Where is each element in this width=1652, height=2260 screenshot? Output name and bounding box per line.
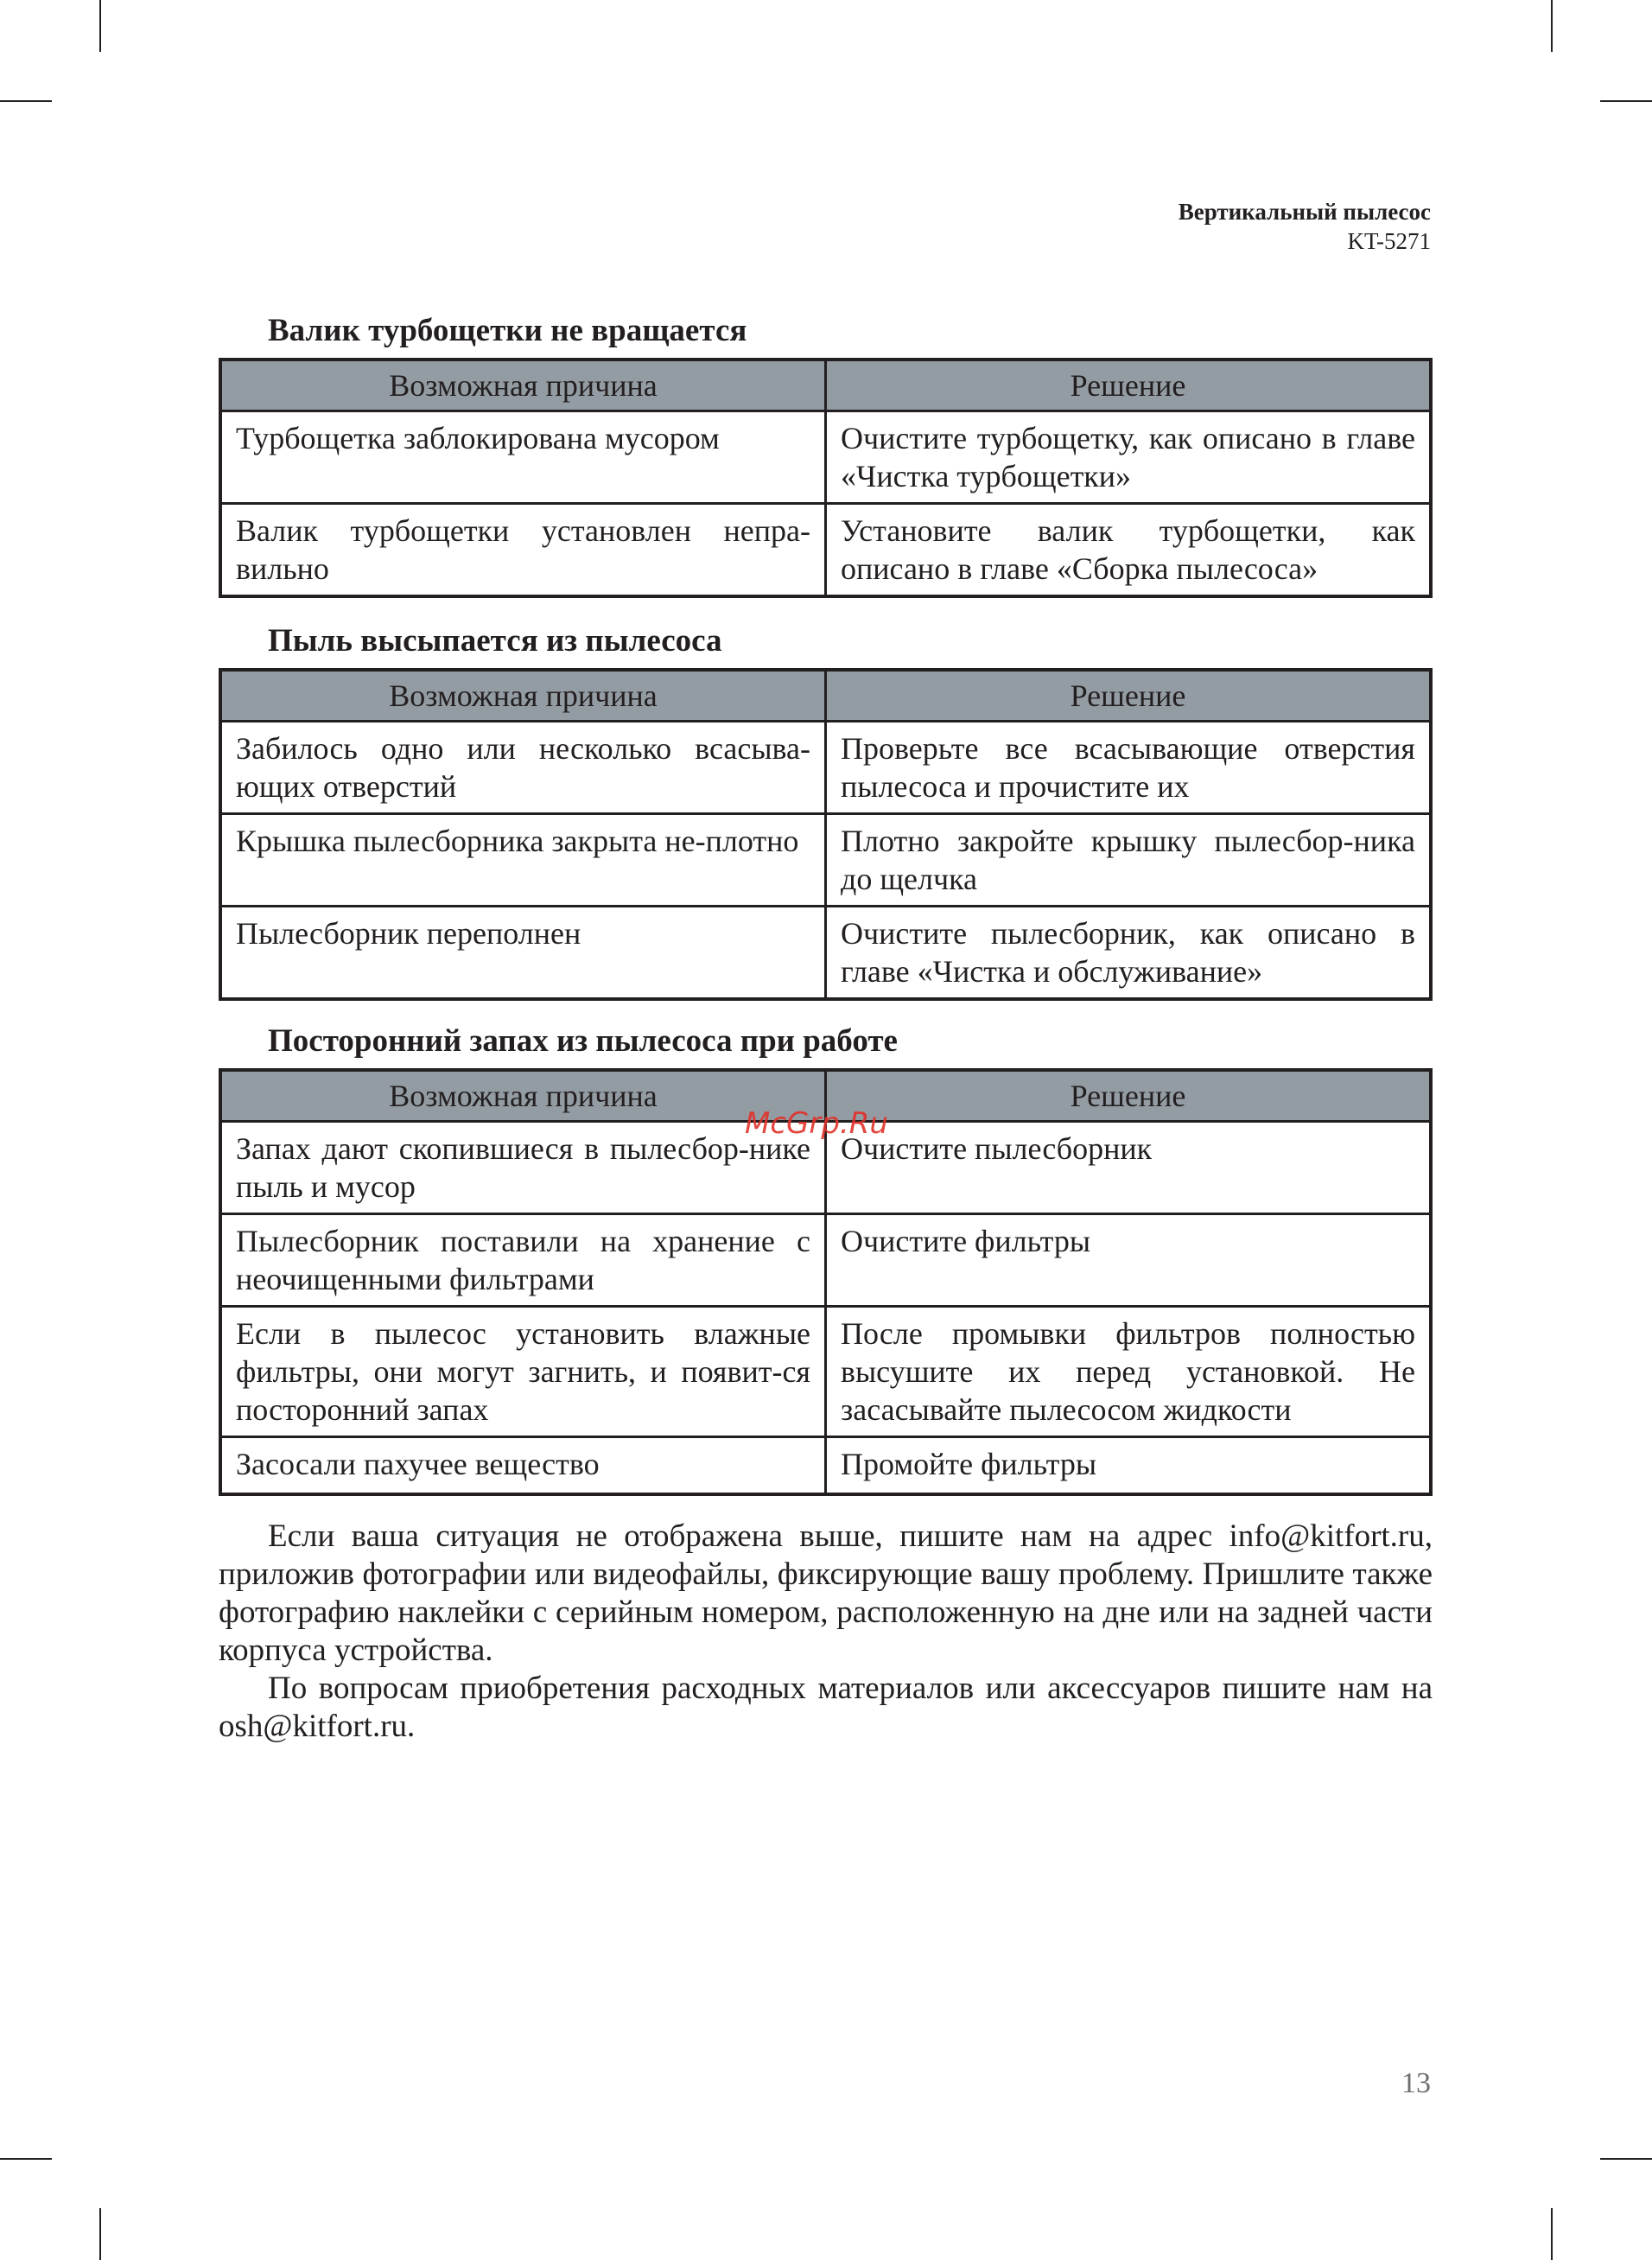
column-header-cause: Возможная причина: [220, 670, 826, 722]
solution-cell: Очистите пылесборник: [826, 1122, 1432, 1214]
section-dust: [219, 620, 1433, 1001]
cause-cell: Пылесборник поставили на хранение с неочищенными фильтрами: [220, 1214, 826, 1307]
support-paragraph: Если ваша ситуация не отображена выше, пишите нам на адрес info@kitfort.ru, приложив фотографии или видеофайлы, фиксирующие вашу проблему. Пришлите также фотографию наклейки с серийным номером, расположенную на дне или на задней части корпуса устройства.: [219, 1518, 1433, 1668]
table-row: [220, 814, 1431, 907]
table-row: [220, 1307, 1431, 1437]
solution-cell: Очистите пылесборник, как описано в главе «Чистка и обслуживание»: [826, 907, 1432, 1000]
crop-mark: [1600, 2158, 1652, 2160]
table-row: [220, 1214, 1431, 1307]
crop-mark: [0, 100, 52, 102]
header-title: Вертикальный пылесос: [1178, 199, 1431, 225]
solution-cell: После промывки фильтров полностью высушите их перед установкой. Не засасывайте пылесосом жидкости: [826, 1307, 1432, 1437]
column-header-solution: Решение: [826, 670, 1432, 722]
section-odor: [219, 1020, 1433, 1496]
solution-cell: Плотно закройте крышку пылесбор-ника до щелчка: [826, 814, 1432, 907]
header-model: KT-5271: [1347, 228, 1431, 254]
crop-mark: [0, 2158, 52, 2160]
column-header-solution: Решение: [826, 360, 1432, 411]
crop-mark: [1551, 2208, 1553, 2260]
column-header-cause: Возможная причина: [220, 360, 826, 411]
troubleshooting-table: [219, 358, 1433, 598]
cause-cell: Засосали пахучее вещество: [220, 1437, 826, 1494]
section-turbobrush: [219, 309, 1433, 598]
contact-info: [219, 1518, 1433, 1746]
watermark: McGrp.Ru: [745, 1106, 888, 1141]
cause-cell: Валик турбощетки установлен непра-вильно: [220, 504, 826, 597]
section-title: Валик турбощетки не вращается: [268, 313, 747, 348]
cause-cell: Забилось одно или несколько всасыва-ющих отверстий: [220, 722, 826, 814]
table-row: [220, 504, 1431, 597]
crop-mark: [99, 2208, 101, 2260]
crop-mark: [1551, 0, 1553, 52]
column-header-solution: Решение: [826, 1070, 1432, 1122]
solution-cell: Очистите фильтры: [826, 1214, 1432, 1307]
cause-cell: Турбощетка заблокирована мусором: [220, 411, 826, 504]
table-row: [220, 907, 1431, 1000]
table-row: [220, 722, 1431, 814]
section-title: Пыль высыпается из пылесоса: [268, 623, 722, 659]
solution-cell: Проверьте все всасывающие отверстия пылесоса и прочистите их: [826, 722, 1432, 814]
solution-cell: Установите валик турбощетки, как описано в главе «Сборка пылесоса»: [826, 504, 1432, 597]
troubleshooting-table: [219, 668, 1433, 1001]
solution-cell: Промойте фильтры: [826, 1437, 1432, 1494]
page-number: 13: [1401, 2067, 1431, 2099]
crop-mark: [1600, 100, 1652, 102]
column-header-cause: Возможная причина: [220, 1070, 826, 1122]
table-row: [220, 411, 1431, 504]
cause-cell: Крышка пылесборника закрыта не-плотно: [220, 814, 826, 907]
solution-cell: Очистите турбощетку, как описано в главе «Чистка турбощетки»: [826, 411, 1432, 504]
accessories-paragraph: По вопросам приобретения расходных материалов или аксессуаров пишите нам на osh@kitfort.ru.: [219, 1671, 1433, 1744]
cause-cell: Пылесборник переполнен: [220, 907, 826, 1000]
cause-cell: Если в пылесос установить влажные фильтры, они могут загнить, и появит-ся посторонний запах: [220, 1307, 826, 1437]
running-header: [1179, 197, 1431, 256]
crop-mark: [99, 0, 101, 52]
section-title: Посторонний запах из пылесоса при работе: [268, 1023, 898, 1059]
cause-cell: Запах дают скопившиеся в пылесбор-нике пыль и мусор: [220, 1122, 826, 1214]
table-row: [220, 1437, 1431, 1494]
